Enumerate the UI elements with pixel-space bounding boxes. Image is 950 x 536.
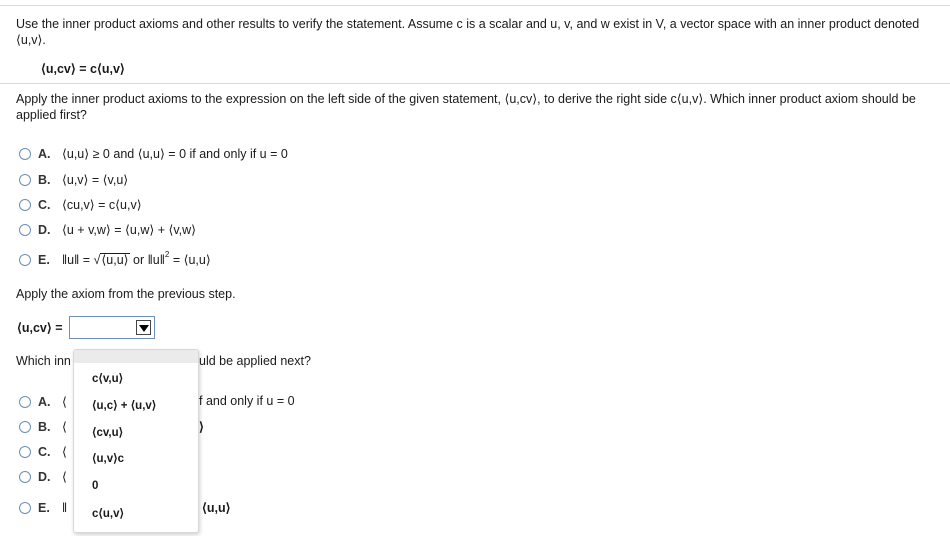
option2-b-text-right: ⟩ xyxy=(199,420,204,434)
dropdown-arrow-icon[interactable] xyxy=(136,320,151,335)
exponent: 2 xyxy=(164,250,170,259)
radio-button[interactable] xyxy=(19,224,31,236)
option-text-left: ⟨ xyxy=(62,395,67,409)
option-text-left: ‖ xyxy=(62,501,68,515)
option-letter: C. xyxy=(38,445,51,459)
radio-button[interactable] xyxy=(19,148,31,160)
option-letter: A. xyxy=(38,147,51,161)
step-lhs: ⟨u,cv⟩ = xyxy=(17,321,63,335)
option-letter: C. xyxy=(38,198,51,212)
menu-item[interactable]: c⟨v,u⟩ xyxy=(92,373,124,385)
statement: ⟨u,cv⟩ = c⟨u,v⟩ xyxy=(41,62,125,76)
or-text: or ‖u‖ xyxy=(133,253,165,267)
menu-item[interactable]: c⟨u,v⟩ xyxy=(92,508,124,520)
option-letter: E. xyxy=(38,253,50,267)
option-text: ⟨u + v,w⟩ = ⟨u,w⟩ + ⟨v,w⟩ xyxy=(62,223,197,237)
radio-button[interactable] xyxy=(19,396,31,408)
menu-item[interactable]: ⟨u,v⟩c xyxy=(92,453,124,465)
question-intro: Use the inner product axioms and other results to verify the statement. Assume c is a scalar and u, v, and w exist in V, a vector space with an inner product denoted ⟨u,v⟩. xyxy=(16,17,920,47)
dropdown-menu xyxy=(73,349,199,533)
option2-e-text-right: ⟨u,u⟩ xyxy=(202,501,231,515)
equals-text: = ⟨u,u⟩ xyxy=(172,253,211,267)
sqrt-radicand: ⟨u,u⟩ xyxy=(101,253,129,267)
radio-button[interactable] xyxy=(19,421,31,433)
part2-prompt-right: uld be applied next? xyxy=(199,354,311,368)
menu-item[interactable]: 0 xyxy=(92,480,99,492)
radio-button[interactable] xyxy=(19,471,31,483)
option-letter: B. xyxy=(38,173,51,187)
menu-item[interactable]: ⟨cv,u⟩ xyxy=(92,427,124,439)
option-text: ⟨cu,v⟩ = c⟨u,v⟩ xyxy=(62,198,142,212)
radio-button[interactable] xyxy=(19,446,31,458)
option-text: ⟨u,u⟩ ≥ 0 and ⟨u,u⟩ = 0 if and only if u = 0 xyxy=(62,147,288,161)
radio-button[interactable] xyxy=(19,174,31,186)
radio-button[interactable] xyxy=(19,199,31,211)
menu-item[interactable]: ⟨u,c⟩ + ⟨u,v⟩ xyxy=(92,400,157,412)
option-letter: B. xyxy=(38,420,51,434)
step-instruction: Apply the axiom from the previous step. xyxy=(16,287,236,301)
norm-sqrt-text: ‖u‖ = √ xyxy=(62,253,101,267)
radio-button[interactable] xyxy=(19,502,31,514)
option2-a-text-right: f and only if u = 0 xyxy=(199,394,295,408)
section-divider xyxy=(0,83,950,84)
option-text xyxy=(62,252,211,270)
answer-dropdown[interactable] xyxy=(69,316,155,339)
part2-prompt-left: Which inn xyxy=(16,354,71,368)
option-letter: D. xyxy=(38,223,51,237)
option-text-left: ⟨ xyxy=(62,470,67,484)
option-text-left: ⟨ xyxy=(62,420,67,434)
top-divider xyxy=(0,5,950,6)
option-letter: A. xyxy=(38,395,51,409)
option-letter: E. xyxy=(38,501,50,515)
menu-highlight xyxy=(74,350,198,363)
option-text-left: ⟨ xyxy=(62,445,67,459)
radio-button[interactable] xyxy=(19,254,31,266)
option-letter: D. xyxy=(38,470,51,484)
option-text: ⟨u,v⟩ = ⟨v,u⟩ xyxy=(62,173,129,187)
part1-prompt: Apply the inner product axioms to the expression on the left side of the given statement, ⟨u,cv⟩, to derive the right side c⟨u,v⟩. Which inner product axiom should be applied first? xyxy=(16,92,916,122)
